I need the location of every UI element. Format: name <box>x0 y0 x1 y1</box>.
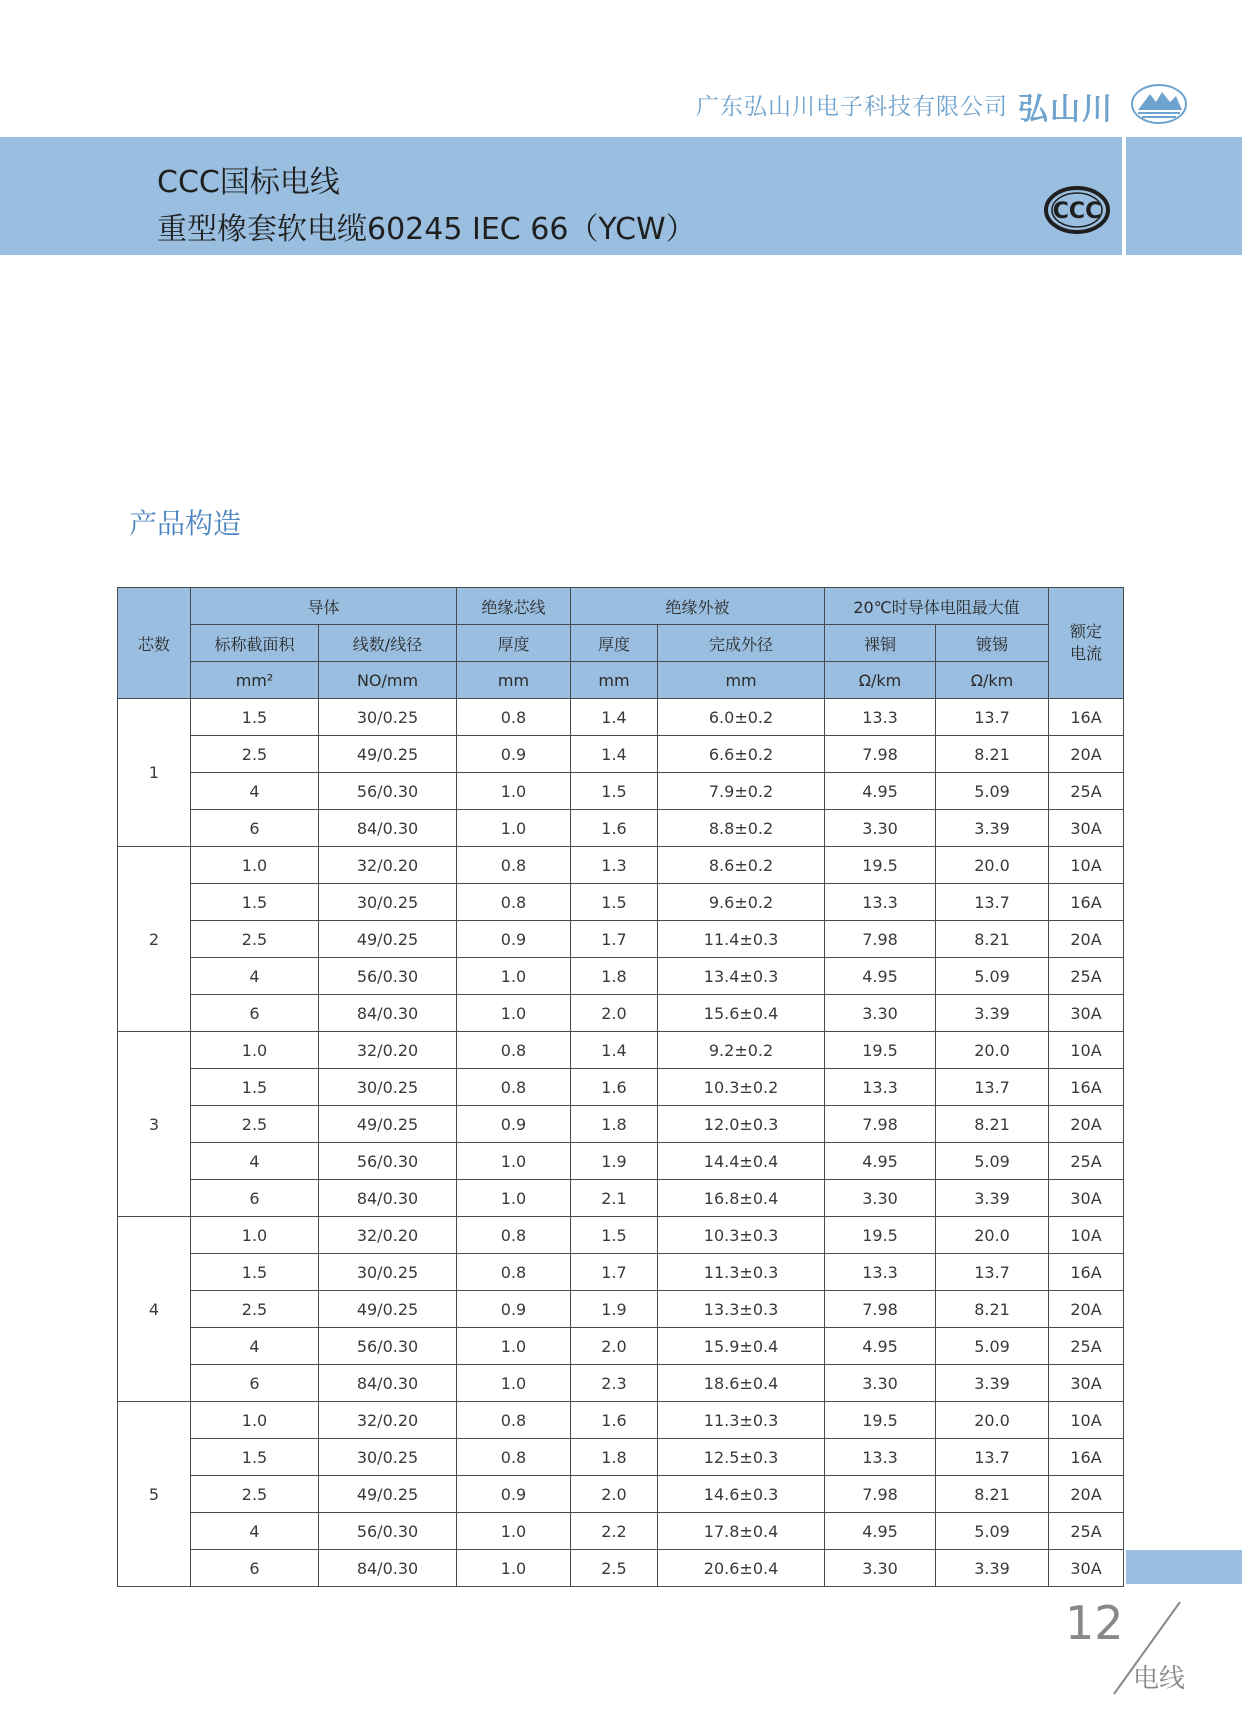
wire-count-cell: 84/0.30 <box>319 995 457 1032</box>
table-row <box>118 1291 1124 1328</box>
cores-cell: 3 <box>118 1032 191 1217</box>
header-area-unit: mm² <box>191 662 319 699</box>
sheath-thickness-cell: 1.8 <box>571 958 658 995</box>
outer-diameter-cell: 8.8±0.2 <box>658 810 825 847</box>
wire-count-cell: 84/0.30 <box>319 1180 457 1217</box>
nominal-area-cell: 4 <box>191 773 319 810</box>
nominal-area-cell: 2.5 <box>191 1291 319 1328</box>
tinned-resistance-cell: 3.39 <box>936 1180 1049 1217</box>
wire-count-cell: 49/0.25 <box>319 736 457 773</box>
table-row <box>118 1439 1124 1476</box>
bare-copper-resistance-cell: 13.3 <box>825 1254 936 1291</box>
sheath-thickness-cell: 1.9 <box>571 1291 658 1328</box>
header-rated-current-text: 额定电流 <box>1070 622 1103 663</box>
ins-thickness-cell: 1.0 <box>457 995 571 1032</box>
tinned-resistance-cell: 20.0 <box>936 1217 1049 1254</box>
nominal-area-cell: 1.5 <box>191 884 319 921</box>
wire-count-cell: 84/0.30 <box>319 1365 457 1402</box>
rated-current-cell: 30A <box>1049 810 1124 847</box>
ins-thickness-cell: 1.0 <box>457 1180 571 1217</box>
rated-current-cell: 25A <box>1049 958 1124 995</box>
nominal-area-cell: 4 <box>191 1513 319 1550</box>
table-row <box>118 1069 1124 1106</box>
table-row <box>118 884 1124 921</box>
table-row <box>118 1402 1124 1439</box>
outer-diameter-cell: 16.8±0.4 <box>658 1180 825 1217</box>
bare-copper-resistance-cell: 3.30 <box>825 1365 936 1402</box>
outer-diameter-cell: 14.6±0.3 <box>658 1476 825 1513</box>
tinned-resistance-cell: 5.09 <box>936 958 1049 995</box>
sheath-thickness-cell: 1.6 <box>571 810 658 847</box>
bare-copper-resistance-cell: 4.95 <box>825 1328 936 1365</box>
ins-thickness-cell: 1.0 <box>457 1143 571 1180</box>
ins-thickness-cell: 1.0 <box>457 1550 571 1587</box>
ins-thickness-cell: 1.0 <box>457 958 571 995</box>
bare-copper-resistance-cell: 13.3 <box>825 884 936 921</box>
ins-thickness-cell: 0.8 <box>457 1032 571 1069</box>
wire-count-cell: 32/0.20 <box>319 1402 457 1439</box>
rated-current-cell: 30A <box>1049 1550 1124 1587</box>
page-title-line2: 重型橡套软电缆60245 IEC 66（YCW） <box>157 212 696 247</box>
bare-copper-resistance-cell: 19.5 <box>825 1217 936 1254</box>
rated-current-cell: 20A <box>1049 736 1124 773</box>
table-row <box>118 1032 1124 1069</box>
nominal-area-cell: 1.0 <box>191 1217 319 1254</box>
table-row <box>118 995 1124 1032</box>
tinned-resistance-cell: 8.21 <box>936 921 1049 958</box>
company-name: 广东弘山川电子科技有限公司 <box>696 94 1008 120</box>
page-title-line1: CCC国标电线 <box>157 165 340 200</box>
brand-name: 弘山川 <box>1018 92 1114 127</box>
ins-thickness-cell: 0.8 <box>457 1254 571 1291</box>
bare-copper-resistance-cell: 4.95 <box>825 773 936 810</box>
tinned-resistance-cell: 3.39 <box>936 995 1049 1032</box>
nominal-area-cell: 4 <box>191 958 319 995</box>
header-resistance: 20℃时导体电阻最大值 <box>825 588 1049 625</box>
mountain-logo-icon <box>1130 82 1188 126</box>
sheath-thickness-cell: 1.4 <box>571 699 658 736</box>
side-accent-bar <box>1126 1550 1242 1584</box>
outer-diameter-cell: 12.5±0.3 <box>658 1439 825 1476</box>
bare-copper-resistance-cell: 4.95 <box>825 1143 936 1180</box>
sheath-thickness-cell: 2.5 <box>571 1550 658 1587</box>
sheath-thickness-cell: 1.5 <box>571 884 658 921</box>
sheath-thickness-cell: 2.3 <box>571 1365 658 1402</box>
cores-cell: 4 <box>118 1217 191 1402</box>
rated-current-cell: 16A <box>1049 1069 1124 1106</box>
ins-thickness-cell: 0.8 <box>457 1402 571 1439</box>
header-conductor: 导体 <box>191 588 457 625</box>
wire-count-cell: 32/0.20 <box>319 1217 457 1254</box>
table-row <box>118 847 1124 884</box>
outer-diameter-cell: 15.9±0.4 <box>658 1328 825 1365</box>
nominal-area-cell: 1.5 <box>191 1439 319 1476</box>
wire-count-cell: 32/0.20 <box>319 847 457 884</box>
header-od-unit: mm <box>658 662 825 699</box>
nominal-area-cell: 2.5 <box>191 736 319 773</box>
tinned-resistance-cell: 3.39 <box>936 1365 1049 1402</box>
ins-thickness-cell: 0.9 <box>457 1106 571 1143</box>
tinned-resistance-cell: 13.7 <box>936 699 1049 736</box>
rated-current-cell: 16A <box>1049 1254 1124 1291</box>
nominal-area-cell: 4 <box>191 1143 319 1180</box>
tinned-resistance-cell: 8.21 <box>936 1291 1049 1328</box>
tinned-resistance-cell: 3.39 <box>936 1550 1049 1587</box>
table-row <box>118 736 1124 773</box>
ins-thickness-cell: 0.8 <box>457 1439 571 1476</box>
bare-copper-resistance-cell: 7.98 <box>825 1291 936 1328</box>
rated-current-cell: 25A <box>1049 773 1124 810</box>
bare-copper-resistance-cell: 7.98 <box>825 736 936 773</box>
rated-current-cell: 16A <box>1049 1439 1124 1476</box>
nominal-area-cell: 2.5 <box>191 1476 319 1513</box>
page-number: 12 <box>1065 1596 1124 1650</box>
bare-copper-resistance-cell: 13.3 <box>825 699 936 736</box>
rated-current-cell: 10A <box>1049 847 1124 884</box>
sheath-thickness-cell: 2.0 <box>571 995 658 1032</box>
rated-current-cell: 16A <box>1049 884 1124 921</box>
rated-current-cell: 25A <box>1049 1143 1124 1180</box>
nominal-area-cell: 1.5 <box>191 1254 319 1291</box>
table-row <box>118 810 1124 847</box>
tinned-resistance-cell: 5.09 <box>936 773 1049 810</box>
ins-thickness-cell: 1.0 <box>457 810 571 847</box>
header-bare-unit: Ω/km <box>825 662 936 699</box>
header-bare-copper: 裸铜 <box>825 625 936 662</box>
bare-copper-resistance-cell: 19.5 <box>825 847 936 884</box>
page-category: 电线 <box>1133 1664 1186 1694</box>
tinned-resistance-cell: 20.0 <box>936 847 1049 884</box>
bare-copper-resistance-cell: 3.30 <box>825 810 936 847</box>
bare-copper-resistance-cell: 3.30 <box>825 1180 936 1217</box>
tinned-resistance-cell: 5.09 <box>936 1328 1049 1365</box>
rated-current-cell: 25A <box>1049 1328 1124 1365</box>
nominal-area-cell: 1.5 <box>191 1069 319 1106</box>
bare-copper-resistance-cell: 19.5 <box>825 1402 936 1439</box>
wire-count-cell: 49/0.25 <box>319 1291 457 1328</box>
outer-diameter-cell: 10.3±0.3 <box>658 1217 825 1254</box>
header-rated-current <box>1049 588 1124 699</box>
ins-thickness-cell: 0.8 <box>457 1217 571 1254</box>
table-row <box>118 1180 1124 1217</box>
bare-copper-resistance-cell: 3.30 <box>825 995 936 1032</box>
table-row <box>118 1217 1124 1254</box>
nominal-area-cell: 1.5 <box>191 699 319 736</box>
sheath-thickness-cell: 2.0 <box>571 1476 658 1513</box>
outer-diameter-cell: 13.4±0.3 <box>658 958 825 995</box>
outer-diameter-cell: 18.6±0.4 <box>658 1365 825 1402</box>
cores-cell: 5 <box>118 1402 191 1587</box>
table-row <box>118 1476 1124 1513</box>
sheath-thickness-cell: 1.7 <box>571 921 658 958</box>
rated-current-cell: 10A <box>1049 1032 1124 1069</box>
outer-diameter-cell: 6.0±0.2 <box>658 699 825 736</box>
tinned-resistance-cell: 8.21 <box>936 736 1049 773</box>
sheath-thickness-cell: 1.6 <box>571 1069 658 1106</box>
table-row <box>118 921 1124 958</box>
outer-diameter-cell: 20.6±0.4 <box>658 1550 825 1587</box>
outer-diameter-cell: 10.3±0.2 <box>658 1069 825 1106</box>
ccc-certification-icon <box>1043 184 1111 236</box>
outer-diameter-cell: 11.3±0.3 <box>658 1254 825 1291</box>
header-sheath-unit: mm <box>571 662 658 699</box>
bare-copper-resistance-cell: 4.95 <box>825 958 936 995</box>
tinned-resistance-cell: 5.09 <box>936 1143 1049 1180</box>
outer-diameter-cell: 12.0±0.3 <box>658 1106 825 1143</box>
table-row <box>118 1365 1124 1402</box>
header-tinned-unit: Ω/km <box>936 662 1049 699</box>
nominal-area-cell: 6 <box>191 1180 319 1217</box>
outer-diameter-cell: 15.6±0.4 <box>658 995 825 1032</box>
table-row <box>118 958 1124 995</box>
wire-count-cell: 30/0.25 <box>319 884 457 921</box>
ins-thickness-cell: 0.8 <box>457 847 571 884</box>
ins-thickness-cell: 1.0 <box>457 1513 571 1550</box>
sheath-thickness-cell: 2.1 <box>571 1180 658 1217</box>
nominal-area-cell: 2.5 <box>191 921 319 958</box>
sheath-thickness-cell: 1.4 <box>571 736 658 773</box>
bare-copper-resistance-cell: 7.98 <box>825 921 936 958</box>
tinned-resistance-cell: 13.7 <box>936 1069 1049 1106</box>
ins-thickness-cell: 0.8 <box>457 699 571 736</box>
table-row <box>118 1143 1124 1180</box>
table-row <box>118 773 1124 810</box>
tinned-resistance-cell: 13.7 <box>936 1439 1049 1476</box>
nominal-area-cell: 4 <box>191 1328 319 1365</box>
rated-current-cell: 20A <box>1049 921 1124 958</box>
header-ins-thickness: 厚度 <box>457 625 571 662</box>
header-wire-count: 线数/线径 <box>319 625 457 662</box>
tinned-resistance-cell: 20.0 <box>936 1032 1049 1069</box>
bare-copper-resistance-cell: 3.30 <box>825 1550 936 1587</box>
bare-copper-resistance-cell: 13.3 <box>825 1439 936 1476</box>
sheath-thickness-cell: 1.5 <box>571 773 658 810</box>
nominal-area-cell: 6 <box>191 810 319 847</box>
sheath-thickness-cell: 1.8 <box>571 1106 658 1143</box>
wire-count-cell: 56/0.30 <box>319 1328 457 1365</box>
nominal-area-cell: 6 <box>191 1365 319 1402</box>
outer-diameter-cell: 13.3±0.3 <box>658 1291 825 1328</box>
header-ins-unit: mm <box>457 662 571 699</box>
nominal-area-cell: 1.0 <box>191 1402 319 1439</box>
bare-copper-resistance-cell: 13.3 <box>825 1069 936 1106</box>
wire-count-cell: 84/0.30 <box>319 1550 457 1587</box>
outer-diameter-cell: 9.6±0.2 <box>658 884 825 921</box>
sheath-thickness-cell: 1.5 <box>571 1217 658 1254</box>
section-title: 产品构造 <box>129 507 242 540</box>
header-tinned: 镀锡 <box>936 625 1049 662</box>
wire-count-cell: 30/0.25 <box>319 1069 457 1106</box>
outer-diameter-cell: 11.3±0.3 <box>658 1402 825 1439</box>
tinned-resistance-cell: 3.39 <box>936 810 1049 847</box>
ins-thickness-cell: 0.9 <box>457 736 571 773</box>
sheath-thickness-cell: 1.8 <box>571 1439 658 1476</box>
tinned-resistance-cell: 13.7 <box>936 884 1049 921</box>
ccc-logo-text: CCC <box>1052 199 1102 224</box>
tinned-resistance-cell: 20.0 <box>936 1402 1049 1439</box>
wire-count-cell: 49/0.25 <box>319 1476 457 1513</box>
rated-current-cell: 20A <box>1049 1291 1124 1328</box>
sheath-thickness-cell: 2.2 <box>571 1513 658 1550</box>
ins-thickness-cell: 1.0 <box>457 1365 571 1402</box>
bare-copper-resistance-cell: 7.98 <box>825 1476 936 1513</box>
wire-count-cell: 56/0.30 <box>319 958 457 995</box>
spec-table-body <box>118 699 1124 1587</box>
sheath-thickness-cell: 1.4 <box>571 1032 658 1069</box>
wire-count-cell: 30/0.25 <box>319 699 457 736</box>
ins-thickness-cell: 1.0 <box>457 1328 571 1365</box>
spec-table <box>117 587 1124 1587</box>
ins-thickness-cell: 1.0 <box>457 773 571 810</box>
header-sheath: 绝缘外被 <box>571 588 825 625</box>
nominal-area-cell: 6 <box>191 995 319 1032</box>
header-wire-unit: NO/mm <box>319 662 457 699</box>
table-row <box>118 1513 1124 1550</box>
outer-diameter-cell: 11.4±0.3 <box>658 921 825 958</box>
header-insulation: 绝缘芯线 <box>457 588 571 625</box>
ins-thickness-cell: 0.8 <box>457 884 571 921</box>
nominal-area-cell: 6 <box>191 1550 319 1587</box>
rated-current-cell: 30A <box>1049 1180 1124 1217</box>
sheath-thickness-cell: 1.9 <box>571 1143 658 1180</box>
outer-diameter-cell: 7.9±0.2 <box>658 773 825 810</box>
bare-copper-resistance-cell: 4.95 <box>825 1513 936 1550</box>
cores-cell: 1 <box>118 699 191 847</box>
outer-diameter-cell: 8.6±0.2 <box>658 847 825 884</box>
table-row <box>118 699 1124 736</box>
rated-current-cell: 25A <box>1049 1513 1124 1550</box>
nominal-area-cell: 1.0 <box>191 847 319 884</box>
sheath-thickness-cell: 1.6 <box>571 1402 658 1439</box>
header-nominal-area: 标称截面积 <box>191 625 319 662</box>
header-cores: 芯数 <box>118 588 191 699</box>
ins-thickness-cell: 0.8 <box>457 1069 571 1106</box>
ins-thickness-cell: 0.9 <box>457 1291 571 1328</box>
nominal-area-cell: 1.0 <box>191 1032 319 1069</box>
tinned-resistance-cell: 5.09 <box>936 1513 1049 1550</box>
wire-count-cell: 56/0.30 <box>319 1143 457 1180</box>
sheath-thickness-cell: 2.0 <box>571 1328 658 1365</box>
wire-count-cell: 30/0.25 <box>319 1254 457 1291</box>
header-sheath-thickness: 厚度 <box>571 625 658 662</box>
sheath-thickness-cell: 1.3 <box>571 847 658 884</box>
table-row <box>118 1328 1124 1365</box>
wire-count-cell: 30/0.25 <box>319 1439 457 1476</box>
wire-count-cell: 56/0.30 <box>319 1513 457 1550</box>
outer-diameter-cell: 17.8±0.4 <box>658 1513 825 1550</box>
rated-current-cell: 30A <box>1049 995 1124 1032</box>
table-row <box>118 1550 1124 1587</box>
table-row <box>118 1106 1124 1143</box>
wire-count-cell: 49/0.25 <box>319 921 457 958</box>
bare-copper-resistance-cell: 7.98 <box>825 1106 936 1143</box>
outer-diameter-cell: 6.6±0.2 <box>658 736 825 773</box>
cores-cell: 2 <box>118 847 191 1032</box>
tinned-resistance-cell: 8.21 <box>936 1106 1049 1143</box>
wire-count-cell: 49/0.25 <box>319 1106 457 1143</box>
outer-diameter-cell: 14.4±0.4 <box>658 1143 825 1180</box>
rated-current-cell: 20A <box>1049 1476 1124 1513</box>
nominal-area-cell: 2.5 <box>191 1106 319 1143</box>
wire-count-cell: 84/0.30 <box>319 810 457 847</box>
rated-current-cell: 20A <box>1049 1106 1124 1143</box>
header-outer-diameter: 完成外径 <box>658 625 825 662</box>
rated-current-cell: 16A <box>1049 699 1124 736</box>
outer-diameter-cell: 9.2±0.2 <box>658 1032 825 1069</box>
table-row <box>118 1254 1124 1291</box>
ins-thickness-cell: 0.9 <box>457 1476 571 1513</box>
tinned-resistance-cell: 13.7 <box>936 1254 1049 1291</box>
ins-thickness-cell: 0.9 <box>457 921 571 958</box>
sheath-thickness-cell: 1.7 <box>571 1254 658 1291</box>
rated-current-cell: 10A <box>1049 1217 1124 1254</box>
wire-count-cell: 32/0.20 <box>319 1032 457 1069</box>
rated-current-cell: 10A <box>1049 1402 1124 1439</box>
tinned-resistance-cell: 8.21 <box>936 1476 1049 1513</box>
wire-count-cell: 56/0.30 <box>319 773 457 810</box>
rated-current-cell: 30A <box>1049 1365 1124 1402</box>
bare-copper-resistance-cell: 19.5 <box>825 1032 936 1069</box>
header-side-block <box>1126 137 1242 255</box>
